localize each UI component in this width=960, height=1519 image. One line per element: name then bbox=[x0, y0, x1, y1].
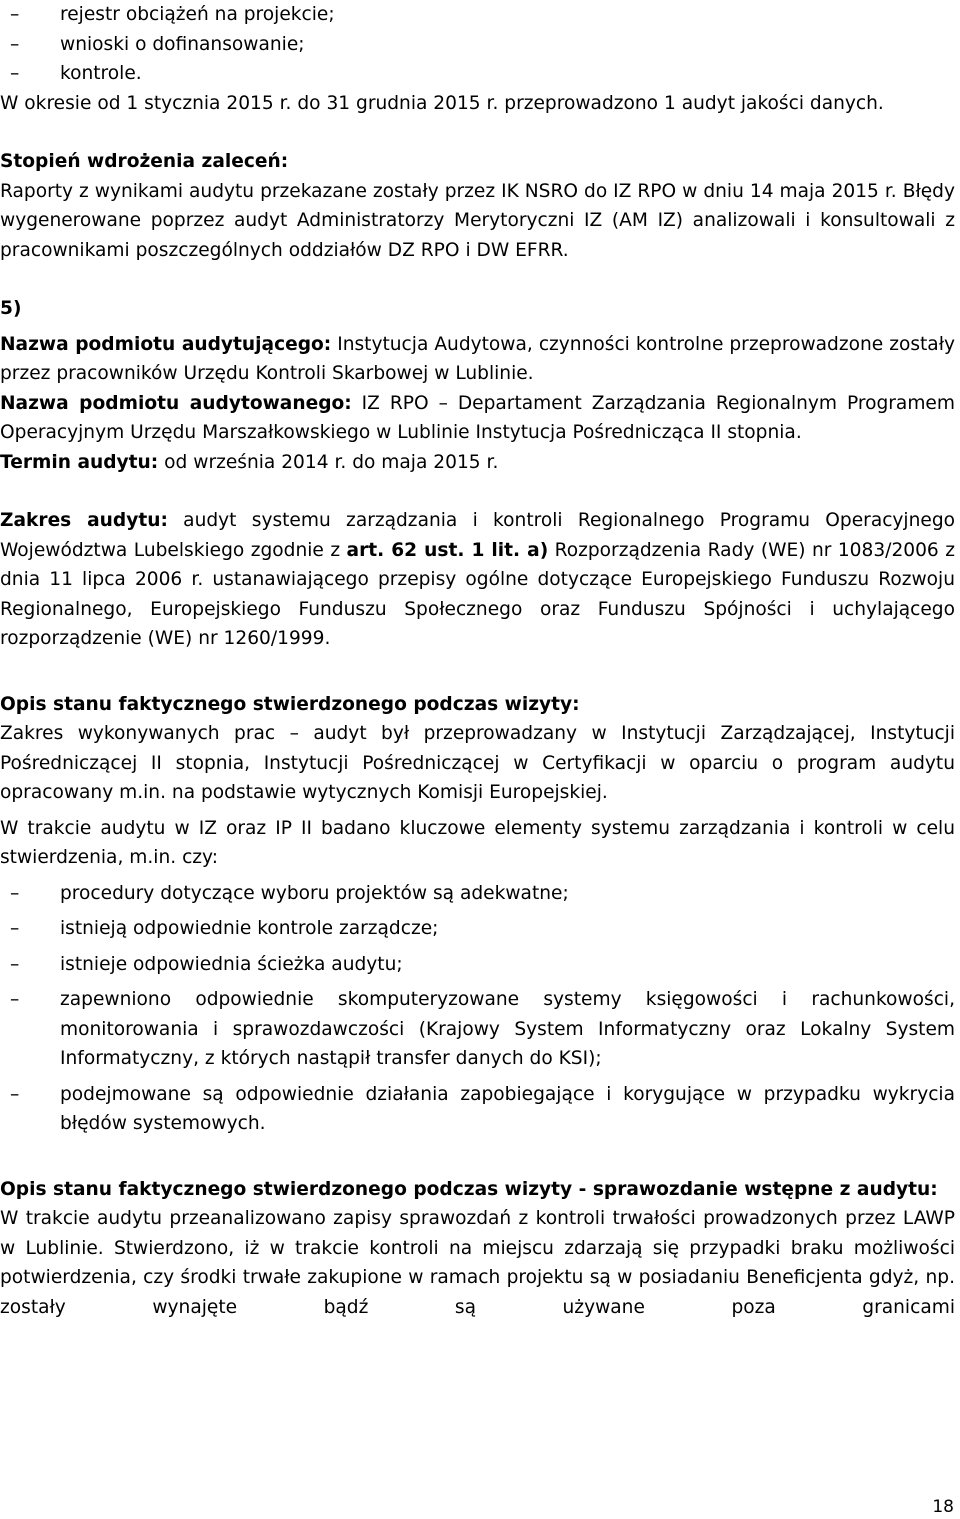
visit-heading-text: Opis stanu faktycznego stwierdzonego podczas wizyty: bbox=[0, 693, 580, 715]
section-number-text: 5) bbox=[0, 298, 22, 319]
term-text: od września 2014 r. do maja 2015 r. bbox=[158, 451, 499, 473]
list-item-text: kontrole. bbox=[60, 63, 142, 84]
list-item bbox=[0, 914, 955, 944]
audited-paragraph bbox=[0, 389, 955, 448]
audited-text: IZ RPO – Departament Zarządzania Regionalnym Programem Operacyjnym Urzędu Marszałkowskiego w Lublinie Instytucja Pośrednicząca II stopnia. bbox=[0, 392, 955, 443]
top-dash-list bbox=[0, 0, 955, 89]
scope-paragraph bbox=[0, 506, 955, 654]
implementation-heading bbox=[0, 147, 955, 177]
list-item-text: istnieje odpowiednia ścieżka audytu; bbox=[60, 953, 403, 975]
term-paragraph bbox=[0, 448, 955, 478]
dash-marker: – bbox=[10, 989, 20, 1010]
list-item bbox=[0, 59, 955, 89]
implementation-heading-text: Stopień wdrożenia zaleceń: bbox=[0, 151, 289, 172]
report-heading bbox=[0, 1175, 955, 1205]
scope-label: Zakres audytu: bbox=[0, 510, 168, 531]
list-item-text: istnieją odpowiednie kontrole zarządcze; bbox=[60, 918, 439, 939]
list-item-text: zapewniono odpowiednie skomputeryzowane systemy księgowości i rachunkowości, monitorowania i sprawozdawczości (Krajowy System Informatyczny oraz Lokalny System Informatyczny, z których nastąpił transfer danych do KSI); bbox=[60, 989, 955, 1069]
dash-marker: – bbox=[10, 33, 20, 55]
visit-paragraph-2: W trakcie audytu w IZ oraz IP II badano kluczowe elementy systemu zarządzania i kontroli w celu stwierdzenia, m.in. czy: bbox=[0, 817, 955, 868]
scope-text-1: audyt systemu zarządzania i kontroli Regionalnego Programu Operacyjnego Województwa Lubelskiego zgodnie z bbox=[0, 510, 956, 561]
dash-marker: – bbox=[10, 953, 20, 975]
scope-legal-reference: art. 62 ust. 1 lit. a) bbox=[346, 539, 549, 561]
list-item-text: wnioski o dofinansowanie; bbox=[60, 33, 305, 55]
dash-marker: – bbox=[10, 1083, 20, 1105]
audit-period-paragraph: W okresie od 1 stycznia 2015 r. do 31 grudnia 2015 r. przeprowadzono 1 audyt jakości danych. bbox=[0, 92, 884, 114]
term-label: Termin audytu: bbox=[0, 451, 159, 473]
visit-dash-list bbox=[0, 879, 955, 1139]
dash-marker: – bbox=[10, 882, 20, 904]
visit-heading bbox=[0, 690, 955, 720]
list-item bbox=[0, 1080, 955, 1139]
list-item bbox=[0, 30, 955, 60]
list-item bbox=[0, 0, 955, 30]
list-item bbox=[0, 950, 955, 980]
list-item-text: podejmowane są odpowiednie działania zapobiegające i korygujące w przypadku wykrycia błędów systemowych. bbox=[60, 1083, 955, 1134]
audited-label: Nazwa podmiotu audytowanego: bbox=[0, 392, 352, 414]
list-item-text: rejestr obciążeń na projekcie; bbox=[60, 4, 335, 25]
auditor-text: Instytucja Audytowa, czynności kontrolne przeprowadzone zostały przez pracowników Urzędu Kontroli Skarbowej w Lublinie. bbox=[0, 333, 955, 384]
report-heading-text: Opis stanu faktycznego stwierdzonego podczas wizyty - sprawozdanie wstępne z audytu: bbox=[0, 1178, 938, 1200]
dash-marker: – bbox=[10, 63, 20, 84]
list-item bbox=[0, 985, 955, 1074]
list-item bbox=[0, 879, 955, 909]
implementation-paragraph: Raporty z wynikami audytu przekazane zostały przez IK NSRO do IZ RPO w dniu 14 maja 2015 r. Błędy wygenerowane poprzez audyt Administratorzy Merytoryczni IZ (AM IZ) analizowali i konsultowali z pracownikami poszczególnych oddziałów DZ RPO i DW EFRR. bbox=[0, 180, 955, 261]
report-paragraph: W trakcie audytu przeanalizowano zapisy sprawozdań z kontroli trwałości prowadzonych przez LAWP w Lublinie. Stwierdzono, iż w trakcie kontroli na miejscu zdarzają się przypadki braku możliwości potwierdzenia, czy środki trwałe zakupione w ramach projektu są w posiadaniu Beneficjenta gdyż, np. zostały wynajęte bądź są używane poza granicami bbox=[0, 1208, 955, 1318]
section-number bbox=[0, 294, 955, 324]
dash-marker: – bbox=[10, 918, 20, 939]
page-number: 18 bbox=[932, 1497, 954, 1517]
list-item-text: procedury dotyczące wyboru projektów są adekwatne; bbox=[60, 882, 569, 904]
auditor-paragraph bbox=[0, 330, 955, 389]
visit-paragraph-1: Zakres wykonywanych prac – audyt był przeprowadzany w Instytucji Zarządzającej, Instytucji Pośredniczącej II stopnia, Instytucji Pośredniczącej w Certyfikacji w oparciu o program audytu opracowany m.in. na podstawie wytycznych Komisji Europejskiej. bbox=[0, 723, 955, 803]
dash-marker: – bbox=[10, 4, 20, 25]
scope-text-2: Rozporządzenia Rady (WE) nr 1083/2006 z dnia 11 lipca 2006 r. ustanawiającego przepisy ogólne dotyczące Europejskiego Funduszu Rozwoju Regionalnego, Europejskiego Funduszu Społecznego oraz Funduszu Spójności i uchylającego rozporządzenie (WE) nr 1260/1999. bbox=[0, 539, 955, 649]
auditor-label: Nazwa podmiotu audytującego: bbox=[0, 333, 332, 355]
